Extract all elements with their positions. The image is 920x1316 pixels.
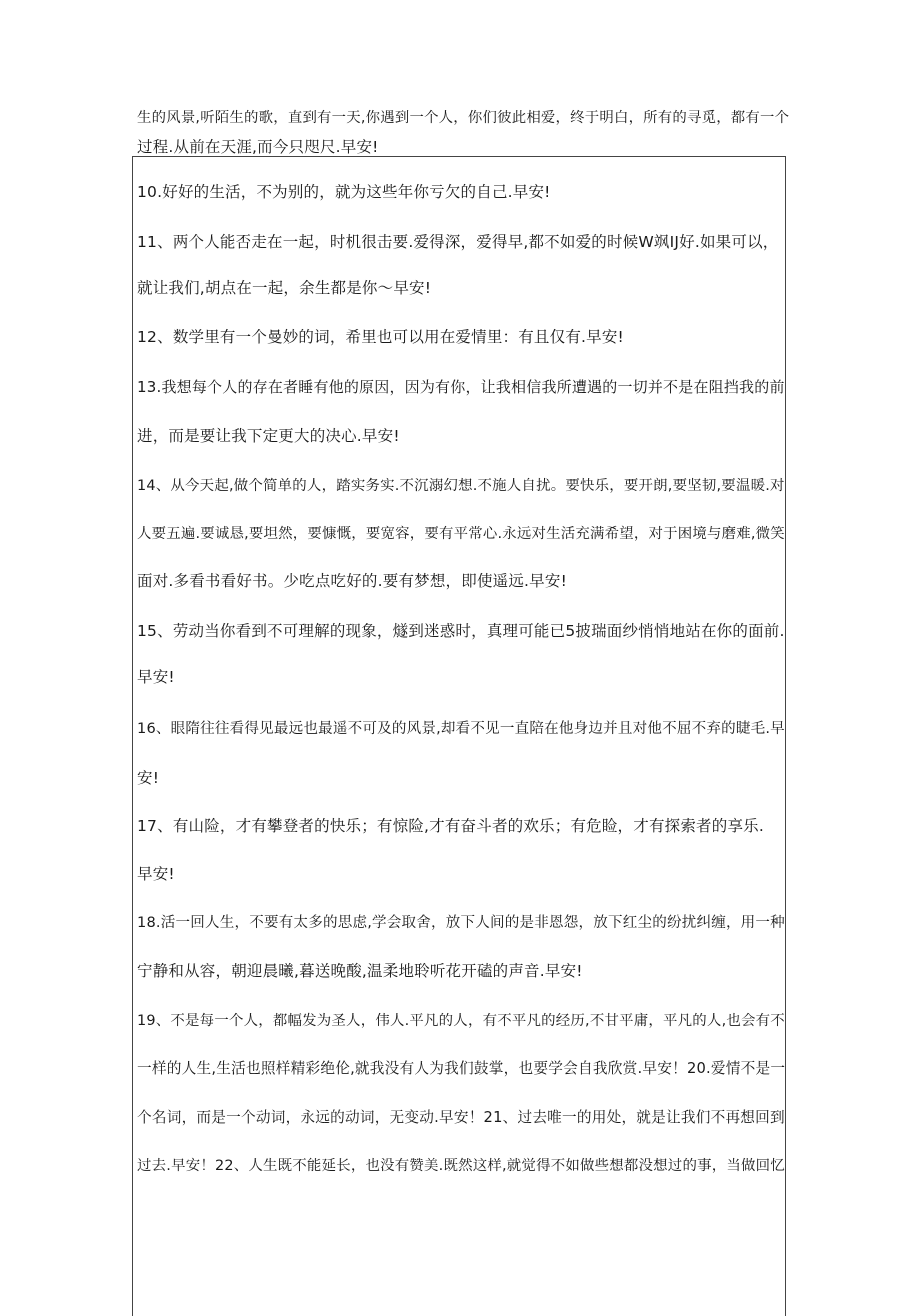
entry-line: 人要五遍.要诚恳,要坦然，要慷慨，要宽容，要有平常心.永远对生活充满希望，对于困境与磨难,微笑: [137, 526, 785, 542]
entry-line: 11、两个人能否走在一起，时机很击要.爱得深，爱得早,都不如爱的时候W飒IJ好.如果可以，: [137, 233, 779, 251]
entry-line: 安!: [137, 769, 160, 787]
entry-line: 面对.多看书看好书。少吃点吃好的.要有梦想，即使遥远.早安!: [137, 572, 567, 590]
intro-line: 生的风景,听陌生的歌，直到有一天,你遇到一个人，你们彼此相爱，终于明白，所有的寻觅，都有一个: [137, 110, 790, 126]
entry-line: 12、数学里有一个曼妙的词，希里也可以用在爱情里：有且仅有.早安!: [137, 328, 624, 346]
entry-line: 一样的人生,生活也照样精彩绝伦,就我没有人为我们鼓掌，也要学会自我欣赏.早安！20.爱情不是一: [137, 1060, 786, 1077]
entry-line: 早安!: [137, 865, 175, 883]
entry-line: 13.我想每个人的存在者睡有他的原因，因为有你，让我相信我所遭遇的一切并不是在阻挡我的前: [137, 378, 785, 396]
entry-line: 就让我们,胡点在一起，余生都是你〜早安!: [137, 279, 432, 297]
intro-paragraph: [137, 104, 789, 162]
entry-line: 早安!: [137, 668, 175, 686]
entry-line: 17、有山险，才有攀登者的快乐；有惊险,才有奋斗者的欢乐；有危睑，才有探索者的享乐.: [137, 817, 764, 835]
entry-line: 18.活一回人生，不要有太多的思虑,学会取舍，放下人间的是非恩怨，放下红尘的纷扰纠缠，用一种: [137, 914, 785, 931]
entry-line: 宁静和从容，朝迎晨曦,暮送晚酸,温柔地聆听花开磕的声音.早安!: [137, 962, 583, 980]
entry-line: 16、眼隋往往看得见最远也最遥不可及的风景,却看不见一直陪在他身边并且对他不屈不弃的睫毛.早: [137, 720, 785, 737]
entry-line: 过去.早安！22、人生既不能延长，也没有赞美.既然这样,就觉得不如做些想都没想过的事，当做回忆: [137, 1158, 785, 1174]
entry-line: 14、从今天起,做个简单的人，踏实务实.不沉溺幻想.不施人自扰。要快乐，要开朗,要坚韧,要温暖.对: [137, 478, 785, 494]
intro-line: 过程.从前在天涯,而今只咫尺.早安!: [137, 138, 379, 156]
entry-line: 19、不是每一个人，都幅发为圣人，伟人.平凡的人，有不平凡的经历,不甘平庸，平凡的人,也会有不: [137, 1013, 785, 1029]
entry-line: 进，而是要让我下定更大的决心.早安!: [137, 427, 400, 445]
entry-line: 15、劳动当你看到不可理解的现象，燧到迷惑时，真理可能已5披瑞面纱悄悄地站在你的面前.: [137, 622, 785, 640]
entry-line: 10.好好的生活，不为别的，就为这些年你亏欠的自己.早安!: [137, 183, 551, 201]
entry-line: 个名词，而是一个动词，永远的动词，无变动.早安！21、过去唯一的用处，就是让我们不再想回到: [137, 1109, 785, 1126]
